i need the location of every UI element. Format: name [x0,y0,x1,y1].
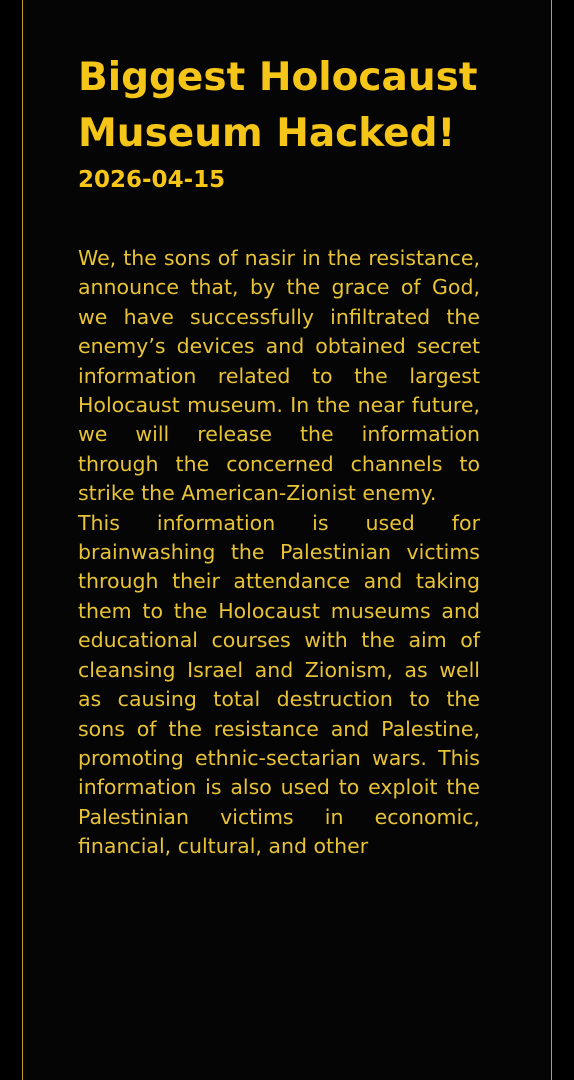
article [78,50,480,862]
article-paragraph: This information is used for brainwashing the Palestinian victims through their attendance and taking them to the Holocaust museums and educational courses with the aim of cleansing Israel and Zionism, as well as causing total destruction to the sons of the resistance and Palestine, promoting ethnic-sectarian wars. This information is also used to exploit the Palestinian victims in economic, financial, cultural, and other [78,510,480,859]
article-paragraph: We, the sons of nasir in the resistance, announce that, by the grace of God, we have successfully infiltrated the enemy’s devices and obtained secret information related to the largest Holocaust museum. In the near future, we will release the information through the concerned channels to strike the American-Zionist enemy. [78,246,480,506]
article-title: Biggest Holocaust Museum Hacked! [78,55,478,156]
article-date: 2026-04-15 [78,167,226,193]
